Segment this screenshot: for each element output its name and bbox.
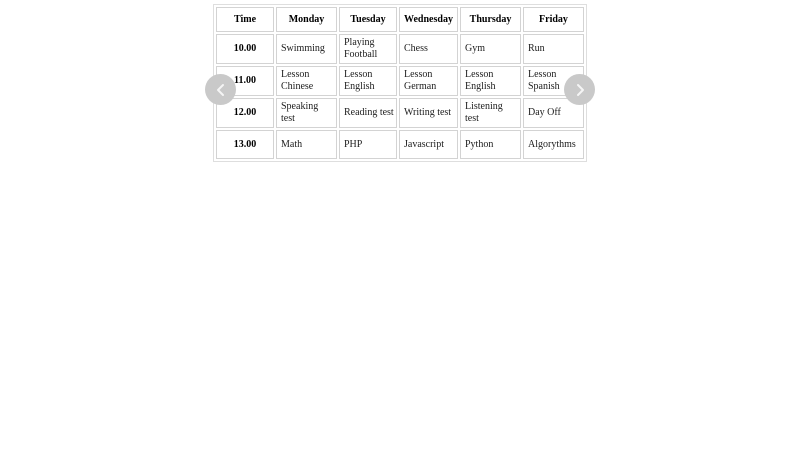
day-cell: Lesson German (399, 66, 458, 96)
time-cell: 12.00 (216, 98, 274, 128)
day-cell: Chess (399, 34, 458, 64)
time-cell: 10.00 (216, 34, 274, 64)
header-cell-tuesday: Tuesday (339, 7, 397, 32)
day-cell: Algorythms (523, 130, 584, 159)
header-cell-monday: Monday (276, 7, 337, 32)
header-row (216, 7, 584, 32)
day-cell: Javascript (399, 130, 458, 159)
day-cell: Run (523, 34, 584, 64)
prev-slide-button[interactable] (205, 74, 236, 105)
day-cell: Python (460, 130, 521, 159)
day-cell: Gym (460, 34, 521, 64)
table-row (216, 66, 584, 96)
header-cell-friday: Friday (523, 7, 584, 32)
day-cell: Listening test (460, 98, 521, 128)
day-cell: Math (276, 130, 337, 159)
table-row (216, 130, 584, 159)
day-cell: Lesson Spanish (523, 66, 584, 96)
header-cell-time: Time (216, 7, 274, 32)
time-cell: 11.00 (216, 66, 274, 96)
table-row (216, 98, 584, 128)
header-cell-thursday: Thursday (460, 7, 521, 32)
next-slide-button[interactable] (564, 74, 595, 105)
day-cell: Lesson Chinese (276, 66, 337, 96)
chevron-left-icon (213, 82, 229, 98)
day-cell: Speaking test (276, 98, 337, 128)
schedule-table (213, 4, 587, 162)
day-cell: Reading test (339, 98, 397, 128)
day-cell: Swimming (276, 34, 337, 64)
day-cell: Lesson English (339, 66, 397, 96)
day-cell: PHP (339, 130, 397, 159)
day-cell: Playing Football (339, 34, 397, 64)
schedule-carousel (205, 4, 595, 162)
chevron-right-icon (572, 82, 588, 98)
day-cell: Writing test (399, 98, 458, 128)
header-cell-wednesday: Wednesday (399, 7, 458, 32)
time-cell: 13.00 (216, 130, 274, 159)
day-cell: Lesson English (460, 66, 521, 96)
day-cell: Day Off (523, 98, 584, 128)
table-row (216, 34, 584, 64)
